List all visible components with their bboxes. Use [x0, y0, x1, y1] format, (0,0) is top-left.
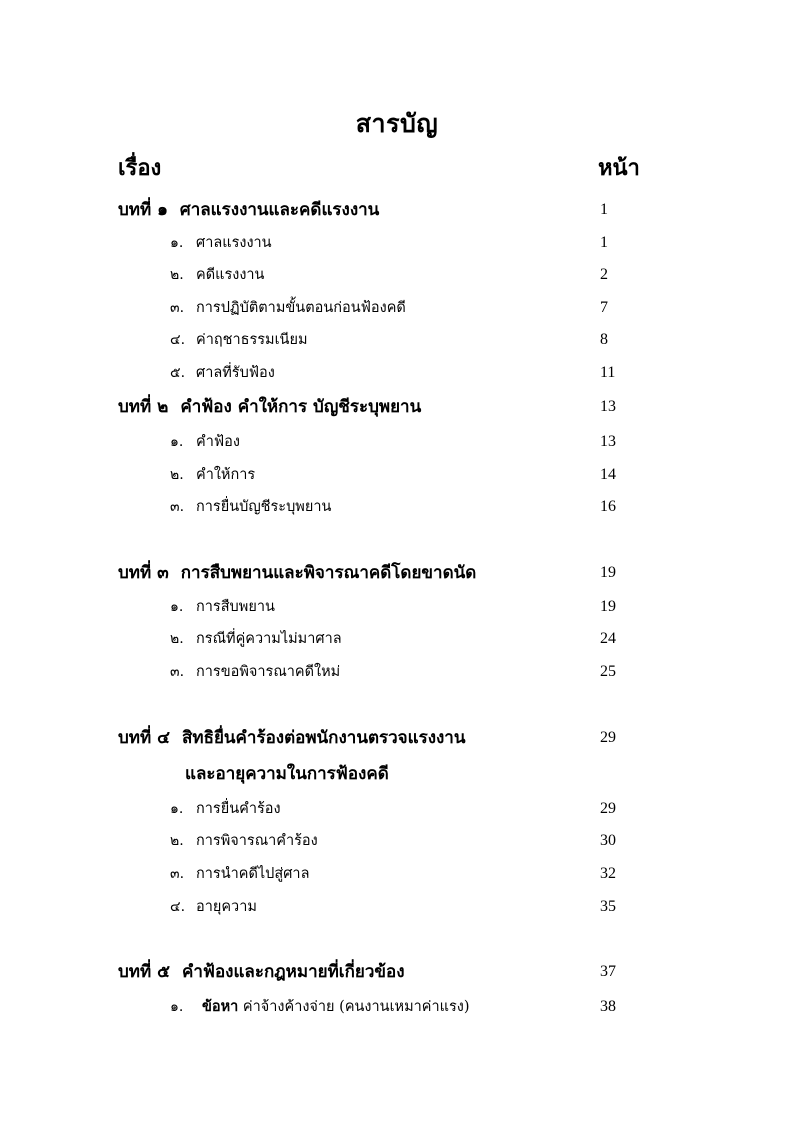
section-title [196, 624, 342, 654]
page-number: 30 [600, 832, 616, 849]
section-index: ๔. [170, 899, 186, 915]
page-number: 19 [600, 598, 616, 615]
section-title [196, 892, 257, 922]
section-index: ๓. [170, 664, 185, 680]
toc-section-row [0, 992, 794, 1022]
page-number: 8 [600, 331, 608, 348]
toc-chapter-row [0, 558, 794, 588]
chapter-number: บทที่ ๓ [118, 563, 169, 583]
section-index: ๑. [170, 599, 184, 615]
section-index: ๓. [170, 499, 185, 515]
toc-section-row [0, 325, 794, 355]
page-number: 19 [600, 564, 616, 581]
section-text: การพิจารณาคำร้อง [196, 833, 318, 849]
section-title [196, 358, 275, 388]
section-text: ศาลที่รับฟ้อง [196, 365, 275, 381]
toc-section-row [0, 657, 794, 687]
chapter-title [185, 759, 389, 789]
chapter-text: สิทธิยื่นคำร้องต่อพนักงานตรวจแรงงาน [182, 728, 466, 748]
chapter-number: บทที่ ๑ [118, 200, 168, 220]
section-title [196, 228, 272, 258]
section-index: ๔. [170, 332, 186, 348]
section-title [196, 657, 340, 687]
chapter-title [118, 392, 421, 422]
chapter-number: บทที่ ๔ [118, 728, 170, 748]
section-title-bold: ข้อหา [202, 998, 239, 1015]
toc-section-row [0, 460, 794, 490]
page-number: 13 [600, 433, 616, 450]
section-title [196, 859, 309, 889]
chapter-text: คำฟ้องและกฎหมายที่เกี่ยวข้อง [182, 962, 405, 982]
section-text: อายุความ [196, 899, 257, 915]
section-text: ค่าจ้างค้างจ่าย (คนงานเหมาค่าแรง) [238, 999, 470, 1015]
chapter-number: บทที่ ๕ [118, 962, 170, 982]
chapter-text: และอายุความในการฟ้องคดี [185, 764, 389, 784]
page-number: 1 [600, 201, 608, 218]
toc-chapter-row [0, 195, 794, 225]
page-number: 37 [600, 963, 616, 980]
section-index: ๒. [170, 833, 184, 849]
section-title [196, 293, 406, 323]
toc-section-row [0, 859, 794, 889]
section-text: กรณีที่คู่ความไม่มาศาล [196, 631, 342, 647]
section-text: การยื่นคำร้อง [196, 801, 281, 817]
section-index: ๓. [170, 866, 185, 882]
toc-section-row [0, 826, 794, 856]
toc-chapter-row [0, 392, 794, 422]
chapter-text: คำฟ้อง คำให้การ บัญชีระบุพยาน [180, 397, 422, 417]
page-number: 38 [600, 998, 616, 1015]
page-number: 29 [600, 800, 616, 817]
section-text: คำฟ้อง [196, 434, 240, 450]
section-title [196, 592, 275, 622]
section-index: ๕. [170, 365, 186, 381]
section-text: ศาลแรงงาน [196, 235, 272, 251]
page-number: 11 [600, 364, 616, 381]
toc-section-row [0, 492, 794, 522]
section-text: การปฏิบัติตามขั้นตอนก่อนฟ้องคดี [196, 300, 406, 316]
section-text: การสืบพยาน [196, 599, 275, 615]
toc-section-row [0, 892, 794, 922]
page-number: 24 [600, 630, 616, 647]
page-number: 32 [600, 865, 616, 882]
column-header-topic: เรื่อง [118, 155, 162, 181]
page-number: 25 [600, 663, 616, 680]
toc-chapter-continuation [0, 759, 794, 789]
section-title [196, 492, 331, 522]
chapter-text: ศาลแรงงานและคดีแรงงาน [179, 200, 380, 220]
section-index: ๑. [170, 801, 184, 817]
chapter-number: บทที่ ๒ [118, 397, 169, 417]
chapter-title [118, 195, 379, 225]
chapter-text: การสืบพยานและพิจารณาคดีโดยขาดนัด [180, 563, 477, 583]
section-index: ๒. [170, 267, 184, 283]
toc-section-row [0, 427, 794, 457]
section-title [196, 460, 255, 490]
page-number: 35 [600, 898, 616, 915]
section-text: คดีแรงงาน [196, 267, 265, 283]
section-title [202, 992, 470, 1022]
section-index: ๑. [170, 999, 184, 1015]
toc-chapter-row [0, 957, 794, 987]
column-header-page: หน้า [598, 155, 640, 181]
section-index: ๓. [170, 300, 185, 316]
section-title [196, 427, 240, 457]
section-index: ๑. [170, 434, 184, 450]
section-title [196, 260, 264, 290]
section-text: คำให้การ [196, 467, 256, 483]
toc-section-row [0, 592, 794, 622]
chapter-title [118, 723, 465, 753]
toc-section-row [0, 260, 794, 290]
toc-section-row [0, 228, 794, 258]
section-title [196, 826, 318, 856]
toc-section-row [0, 293, 794, 323]
page-number: 1 [600, 234, 608, 251]
section-index: ๒. [170, 631, 184, 647]
toc-section-row [0, 624, 794, 654]
toc-section-row [0, 358, 794, 388]
chapter-title [118, 558, 476, 588]
section-index: ๒. [170, 467, 184, 483]
toc-section-row [0, 794, 794, 824]
section-text: การยื่นบัญชีระบุพยาน [196, 499, 332, 515]
page-number: 14 [600, 466, 616, 483]
page-number: 7 [600, 299, 608, 316]
section-title [196, 794, 281, 824]
section-index: ๑. [170, 235, 184, 251]
toc-chapter-row [0, 723, 794, 753]
chapter-title [118, 957, 405, 987]
section-text: ค่าฤชาธรรมเนียม [196, 332, 308, 348]
section-text: การขอพิจารณาคดีใหม่ [196, 664, 341, 680]
section-text: การนำคดีไปสู่ศาล [196, 866, 310, 882]
page-title: สารบัญ [355, 109, 439, 138]
page-number: 13 [600, 398, 616, 415]
page-number: 29 [600, 729, 616, 746]
page-number: 2 [600, 266, 608, 283]
section-title [196, 325, 308, 355]
page-number: 16 [600, 498, 616, 515]
